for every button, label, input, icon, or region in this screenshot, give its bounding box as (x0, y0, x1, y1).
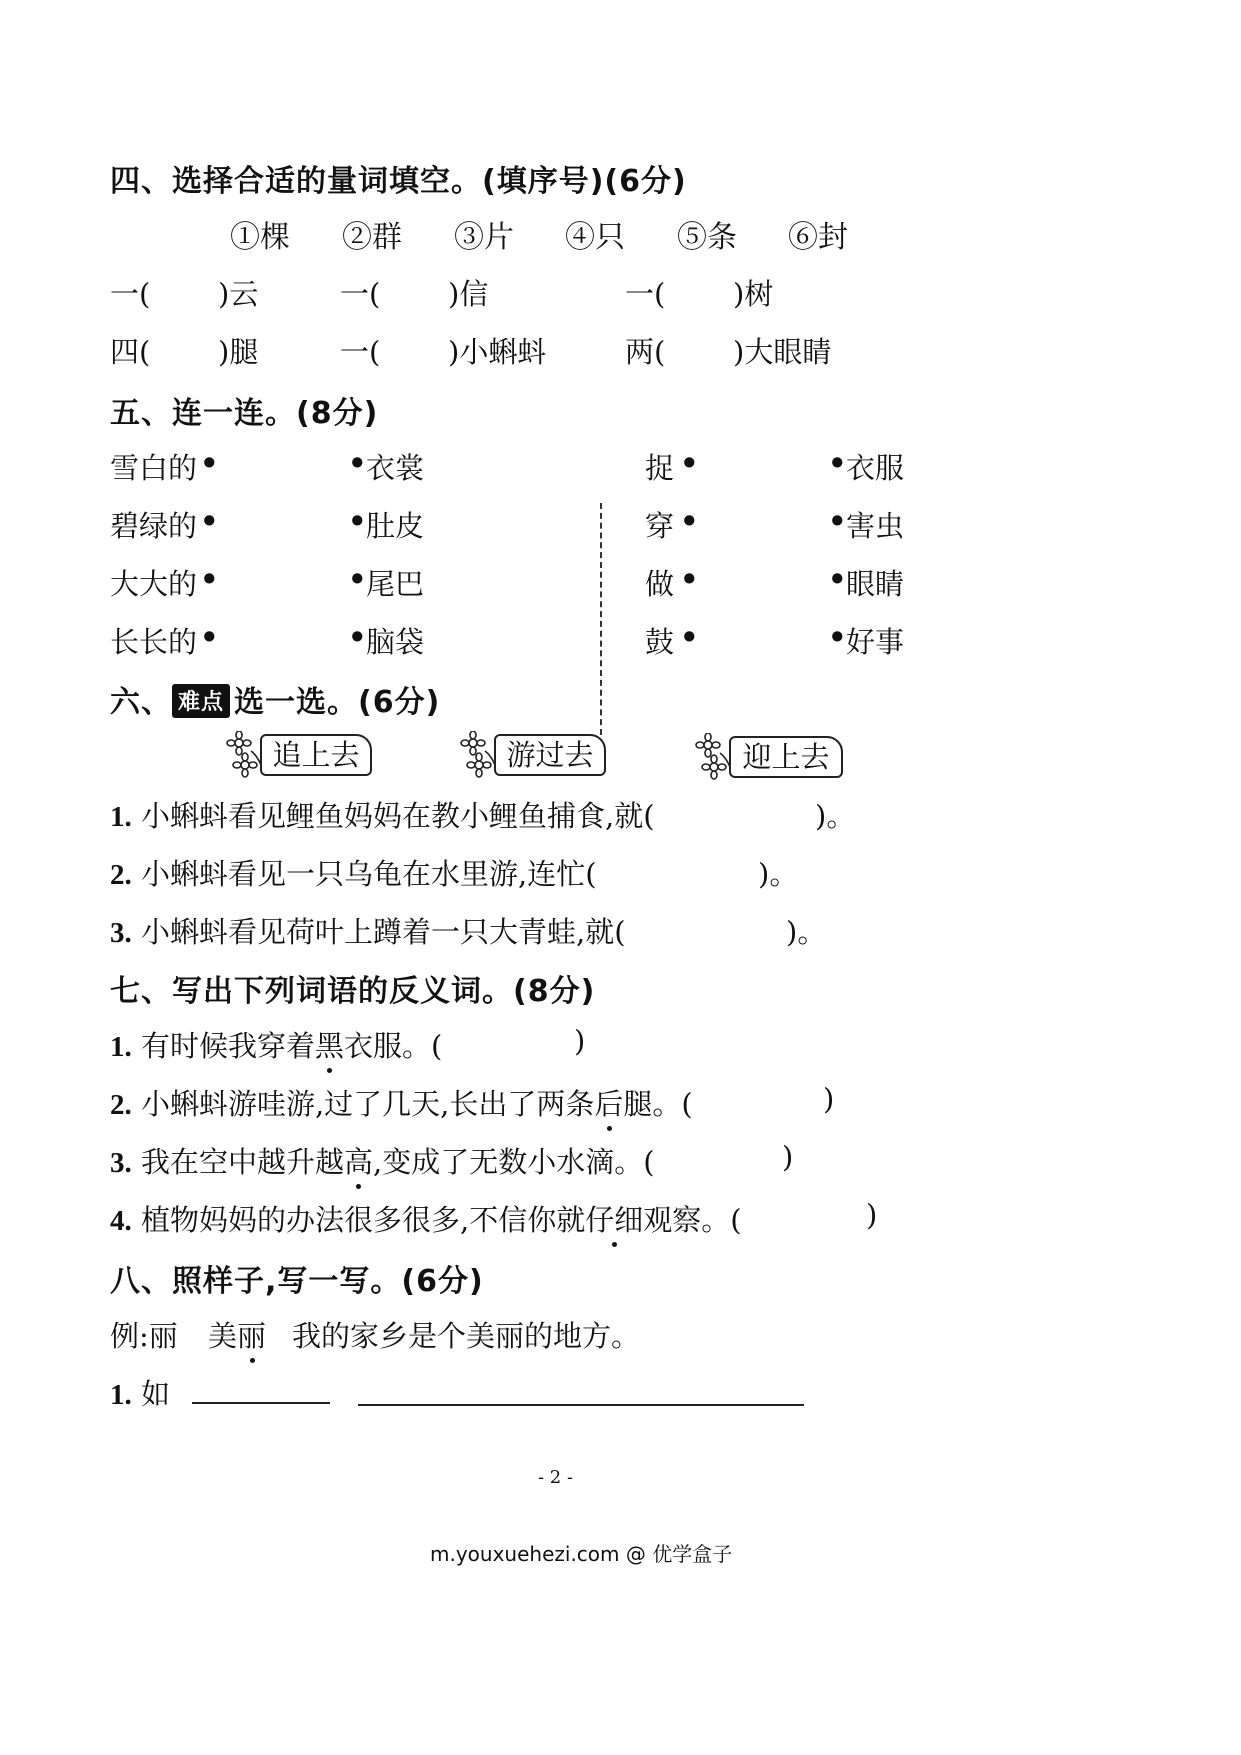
match-right-word[interactable]: 衣服 (846, 451, 905, 485)
dot-marker[interactable]: • (348, 446, 367, 480)
match-right-word[interactable]: 尾巴 (366, 567, 425, 601)
item-text: 观察。( (643, 1203, 742, 1237)
emphasized-word: 后 (594, 1082, 623, 1123)
difficulty-badge: 难点 (172, 684, 230, 718)
q8-heading: 八、照样子,写一写。(6分) (110, 1264, 484, 1299)
dot-marker[interactable]: • (828, 620, 847, 654)
match-left-word[interactable]: 长长的 (110, 625, 198, 659)
match-left-word[interactable]: 大大的 (110, 567, 198, 601)
match-left-word[interactable]: 做 (645, 567, 675, 601)
close-paren: ) (866, 1198, 878, 1232)
dot-marker[interactable]: • (680, 562, 699, 596)
blank-prefix: 四( (110, 335, 151, 369)
dot-marker[interactable]: • (200, 562, 219, 596)
q5-heading: 五、连一连。(8分) (110, 396, 379, 431)
item-text: 腿。( (623, 1087, 693, 1121)
emphasized-word: 丽 (237, 1314, 266, 1355)
close-paren: )。 (815, 799, 856, 833)
close-paren: )。 (758, 857, 799, 891)
match-left-word[interactable]: 鼓 (645, 625, 675, 659)
blank-suffix: )大眼睛 (733, 335, 832, 369)
close-paren: ) (574, 1024, 586, 1058)
page-number: - 2 - (538, 1467, 574, 1488)
sentence-answer-line[interactable] (358, 1404, 804, 1406)
q6-title: 选一选。(6分) (234, 685, 441, 720)
item-text: 植物妈妈的办法很多很多,不信你就 (140, 1203, 586, 1237)
item-text: 小蝌蚪看见荷叶上蹲着一只大青蛙,就( (140, 915, 626, 949)
item-1 (110, 1372, 170, 1413)
word-choice[interactable]: 迎上去 (729, 736, 843, 778)
example-sentence: 我的家乡是个美丽的地方。 (292, 1319, 641, 1353)
emphasized-word: 仔细 (585, 1198, 643, 1239)
item-number: 2. (110, 859, 132, 891)
item-text: 衣服。( (344, 1029, 443, 1063)
blank-prefix: 一( (340, 277, 381, 311)
item-number: 3. (110, 1147, 132, 1179)
option-1: ①棵 (230, 220, 290, 255)
option-6: ⑥封 (788, 220, 848, 255)
q6-heading (110, 677, 440, 721)
blank-prefix: 两( (625, 335, 666, 369)
dot-marker[interactable]: • (348, 562, 367, 596)
match-left-word[interactable]: 雪白的 (110, 451, 198, 485)
blank-prefix: 一( (110, 277, 151, 311)
word-choice[interactable]: 追上去 (260, 734, 372, 776)
dot-marker[interactable]: • (348, 620, 367, 654)
blank-suffix: )云 (218, 277, 259, 311)
item-text: 我在空中越升越 (140, 1145, 344, 1179)
example-label: 例:丽 (110, 1319, 178, 1353)
match-left-word[interactable]: 穿 (645, 509, 675, 543)
blank-suffix: )树 (733, 277, 774, 311)
q6-number: 六、 (110, 685, 172, 720)
match-right-word[interactable]: 眼睛 (846, 567, 905, 601)
q4-heading: 四、选择合适的量词填空。(填序号)(6分) (110, 164, 687, 199)
item-number: 1. (110, 1031, 132, 1063)
item-number: 1. (110, 801, 132, 833)
close-paren: )。 (786, 915, 827, 949)
item-text: ,变成了无数小水滴。( (373, 1145, 655, 1179)
item-number: 4. (110, 1205, 132, 1237)
blank-suffix: )信 (448, 277, 489, 311)
word-answer-line[interactable] (192, 1402, 330, 1404)
dot-marker[interactable]: • (200, 620, 219, 654)
dot-marker[interactable]: • (680, 504, 699, 538)
dot-marker[interactable]: • (828, 504, 847, 538)
item-text: 小蝌蚪游哇游,过了几天,长出了两条 (140, 1087, 595, 1121)
q6-item-1 (110, 794, 655, 835)
q7-item-2 (110, 1082, 693, 1123)
blank-prefix: 一( (340, 335, 381, 369)
item-text: 小蝌蚪看见鲤鱼妈妈在教小鲤鱼捕食,就( (140, 799, 655, 833)
emphasized-word: 高 (344, 1140, 373, 1181)
item-text: 小蝌蚪看见一只乌龟在水里游,连忙( (140, 857, 597, 891)
item-text: 有时候我穿着 (140, 1029, 315, 1063)
dot-marker[interactable]: • (828, 562, 847, 596)
word-choice[interactable]: 游过去 (494, 734, 606, 776)
dot-marker[interactable]: • (680, 446, 699, 480)
emphasized-word: 黑 (315, 1024, 344, 1065)
match-right-word[interactable]: 脑袋 (366, 625, 425, 659)
match-left-word[interactable]: 碧绿的 (110, 509, 198, 543)
close-paren: ) (782, 1140, 794, 1174)
dot-marker[interactable]: • (680, 620, 699, 654)
dot-marker[interactable]: • (200, 446, 219, 480)
item-number: 2. (110, 1089, 132, 1121)
dot-marker[interactable]: • (348, 504, 367, 538)
q6-item-2 (110, 852, 597, 893)
divider-line (600, 503, 602, 735)
q7-heading: 七、写出下列词语的反义词。(8分) (110, 974, 596, 1009)
option-3: ③片 (454, 220, 514, 255)
blank-suffix: )小蝌蚪 (448, 335, 547, 369)
dot-marker[interactable]: • (828, 446, 847, 480)
blank-suffix: )腿 (218, 335, 259, 369)
match-right-word[interactable]: 衣裳 (366, 451, 425, 485)
item-char: 如 (140, 1377, 170, 1411)
option-4: ④只 (565, 220, 625, 255)
match-right-word[interactable]: 肚皮 (366, 509, 425, 543)
match-right-word[interactable]: 害虫 (846, 509, 905, 543)
match-left-word[interactable]: 捉 (645, 451, 675, 485)
q6-item-3 (110, 910, 626, 951)
q7-item-1 (110, 1024, 442, 1065)
match-right-word[interactable]: 好事 (846, 625, 905, 659)
dot-marker[interactable]: • (200, 504, 219, 538)
item-number: 1. (110, 1379, 132, 1411)
example-word (208, 1314, 266, 1355)
option-2: ②群 (342, 220, 402, 255)
item-number: 3. (110, 917, 132, 949)
source-watermark: m.youxuehezi.com @ 优学盒子 (430, 1542, 733, 1566)
blank-prefix: 一( (625, 277, 666, 311)
example-word-part: 美 (208, 1319, 238, 1353)
option-5: ⑤条 (677, 220, 737, 255)
q7-item-4 (110, 1198, 742, 1239)
close-paren: ) (823, 1082, 835, 1116)
q7-item-3 (110, 1140, 655, 1181)
